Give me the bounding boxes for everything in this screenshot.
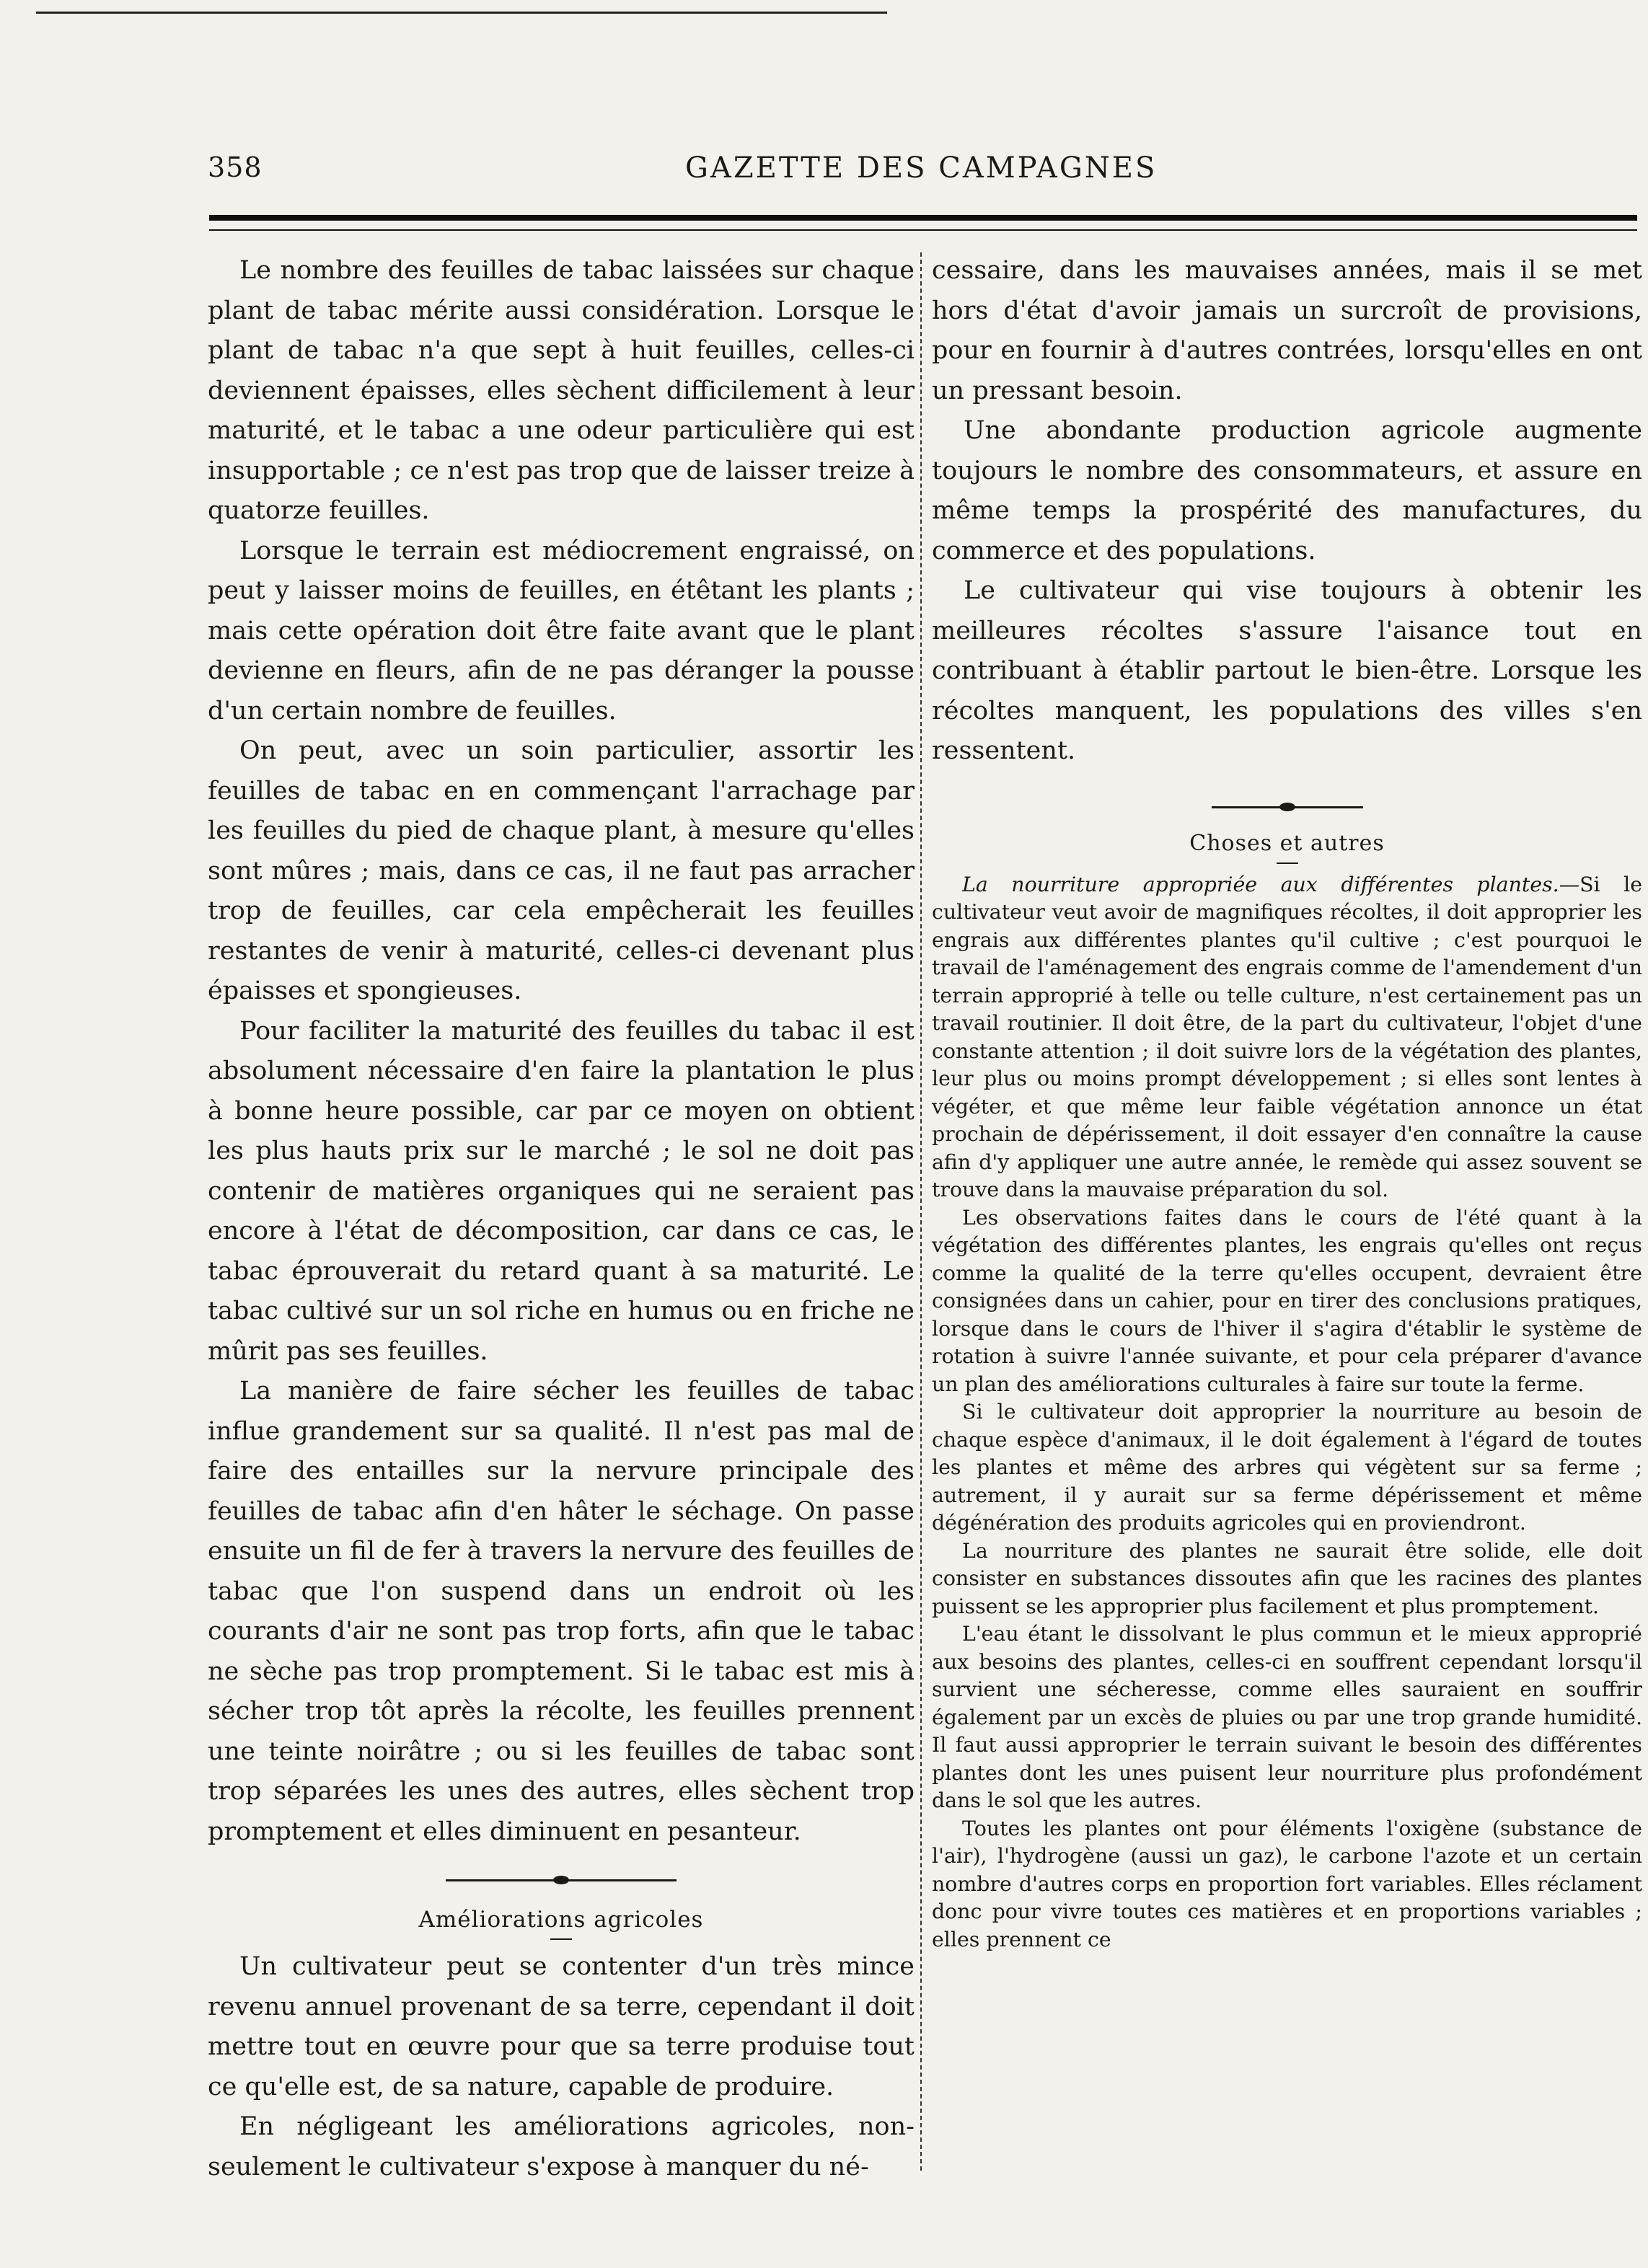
lead-text: —Si le cultivateur veut avoir de magnifiques récoltes, il doit approprier les engrais aux différentes plantes qu'il cultive ; c'est pourquoi le travail de l'aménagement des engrais comme de l'amendement d'un terrain approprié à telle ou telle culture, n'est certainement pas un travail routinier. Il doit être, de la part du cultivateur, l'objet d'une constante attention ; il doit suivre lors de la végétation des plantes, leur plus ou moins prompt développement ; si elles sont lentes à végéter, et que même leur faible végétation annonce un état prochain de dépérissement, il doit essayer d'en connaître la cause afin d'y appliquer une autre année, le remède qui assez souvent se trouve dans la mauvaise préparation du sol. xyxy=(932,872,1643,1201)
paragraph: cessaire, dans les mauvaises années, mais il se met hors d'état d'avoir jamais un surcroît de provisions, pour en fournir à d'autres contrées, lorsqu'elles en ont un pressant besoin. xyxy=(932,256,1642,405)
continuation-block xyxy=(932,251,1642,772)
paragraph: On peut, avec un soin particulier, assortir les feuilles de tabac en en commençant l'arrachage par les feuilles du pied de chaque plant, à mesure qu'elles sont mûres ; mais, dans ce cas, il ne faut pas arracher trop de feuilles, car cela empêcherait les feuilles restantes de venir à maturité, celles-ci devenant plus épaisses et spongieuses. xyxy=(208,736,915,1005)
paragraph: L'eau étant le dissolvant le plus commun et le mieux approprié aux besoins des plantes, celles-ci en souffrent cependant lorsqu'il survient une sécheresse, comme elles sauraient en souffrir également par un excès de pluies ou par une trop grande humidité. Il faut aussi approprier le terrain suivant le besoin des différentes plantes dont les unes puisent leur nourriture plus profondément dans le sol que les autres. xyxy=(932,1622,1642,1812)
header-rule-thick xyxy=(209,215,1637,221)
section-heading xyxy=(208,1874,915,1940)
paragraph: Toutes les plantes ont pour éléments l'oxigène (substance de l'air), l'hydrogène (aussi un gaz), le carbone l'azote et un certain nombre d'autres corps en proportion fort variables. Elles réclament donc pour vivre toutes ces matières et en proportions variables ; elles prennent ce xyxy=(932,1816,1642,1951)
paragraph: Les observations faites dans le cours de l'été quant à la végétation des différentes plantes, les engrais qu'elles ont reçus comme la qualité de la terre qu'elles occupent, devraient être consignées dans un cahier, pour en tirer des conclusions pratiques, lorsque dans le cours de l'hiver il s'agira d'établir le système de rotation à suivre l'année suivante, et pour cela préparer d'avance un plan des améliorations culturales à faire sur toute la ferme. xyxy=(932,1205,1642,1396)
paragraph: En négligeant les améliorations agricoles, non-seulement le cultivateur s'expose à manquer du né- xyxy=(208,2112,915,2181)
paragraph: Pour faciliter la maturité des feuilles du tabac il est absolument nécessaire d'en faire la plantation le plus à bonne heure possible, car par ce moyen on obtient les plus hauts prix sur le marché ; le sol ne doit pas contenir de matières organiques qui ne seraient pas encore à l'état de décomposition, car dans ce cas, le tabac éprouverait du retard quant à sa maturité. Le tabac cultivé sur un sol riche en humus ou en friche ne mûrit pas ses feuilles. xyxy=(208,1016,915,1366)
title-dash xyxy=(1277,862,1298,864)
paragraph: Le cultivateur qui vise toujours à obtenir les meilleures récoltes s'assure l'aisance tout en contribuant à établir partout le bien-être. Lorsque les récoltes manquent, les populations des villes s'en ressentent. xyxy=(932,576,1642,765)
paragraph: Lorsque le terrain est médiocrement engraissé, on peut y laisser moins de feuilles, en étêtant les plants ; mais cette opération doit être faite avant que le plant devienne en fleurs, afin de ne pas déranger la pousse d'un certain nombre de feuilles. xyxy=(208,536,915,725)
section-title: Améliorations agricoles xyxy=(418,1907,704,1933)
paragraph: Un cultivateur peut se contenter d'un très mince revenu annuel provenant de sa terre, cependant il doit mettre tout en œuvre pour que sa terre produise tout ce qu'elle est, de sa nature, capable de produire. xyxy=(208,1952,915,2101)
paragraph: Si le cultivateur doit approprier la nourriture au besoin de chaque espèce d'animaux, il le doit également à l'égard de toutes les plantes et même des arbres qui végètent sur sa ferme ; autrement, il y aurait sur sa ferme dépérissement et même dégénération des produits agricoles qui en proviendront. xyxy=(932,1400,1642,1535)
lead-italic: La nourriture appropriée aux différentes plantes. xyxy=(962,872,1559,896)
page-title: GAZETTE DES CAMPAGNES xyxy=(685,151,1158,185)
right-column xyxy=(932,251,1642,1954)
ornament-rule xyxy=(1212,800,1363,815)
lead-paragraph xyxy=(932,871,1642,1204)
paragraph: Une abondante production agricole augmente toujours le nombre des consommateurs, et assure en même temps la prospérité des manufactures, du commerce et des populations. xyxy=(932,416,1642,565)
paragraph: La manière de faire sécher les feuilles de tabac influe grandement sur sa qualité. Il n'est pas mal de faire des entailles sur la nervure principale des feuilles de tabac afin d'en hâter le séchage. On passe ensuite un fil de fer à travers la nervure des feuilles de tabac que l'on suspend dans un endroit où les courants d'air ne sont pas trop forts, afin que le tabac ne sèche pas trop promptement. Si le tabac est mis à sécher trop tôt après la récolte, les feuilles prennent une teinte noirâtre ; ou si les feuilles de tabac sont trop séparées les unes des autres, elles sèchent trop promptement et elles diminuent en pesanteur. xyxy=(208,1377,915,1846)
section-title: Choses et autres xyxy=(1189,830,1385,856)
section-heading xyxy=(932,800,1642,864)
paragraph: La nourriture des plantes ne saurait être solide, elle doit consister en substances dissoutes afin que les racines des plantes puissent se les approprier plus facilement et plus promptement. xyxy=(932,1538,1642,1618)
paragraph: Le nombre des feuilles de tabac laissées sur chaque plant de tabac mérite aussi considération. Lorsque le plant de tabac n'a que sept à huit feuilles, celles-ci deviennent épaisses, elles sèchent difficilement à leur maturité, et le tabac a une odeur particulière qui est insupportable ; ce n'est pas trop que de laisser treize à quatorze feuilles. xyxy=(208,256,915,525)
column-divider xyxy=(920,252,922,2171)
left-column xyxy=(208,251,915,2187)
notes-block xyxy=(932,871,1642,1954)
ornament-rule xyxy=(446,1874,677,1888)
page-header xyxy=(202,144,1644,187)
top-rule xyxy=(36,12,887,14)
header-rule-thin xyxy=(209,229,1637,231)
page-number: 358 xyxy=(208,151,263,183)
title-dash xyxy=(550,1938,572,1940)
